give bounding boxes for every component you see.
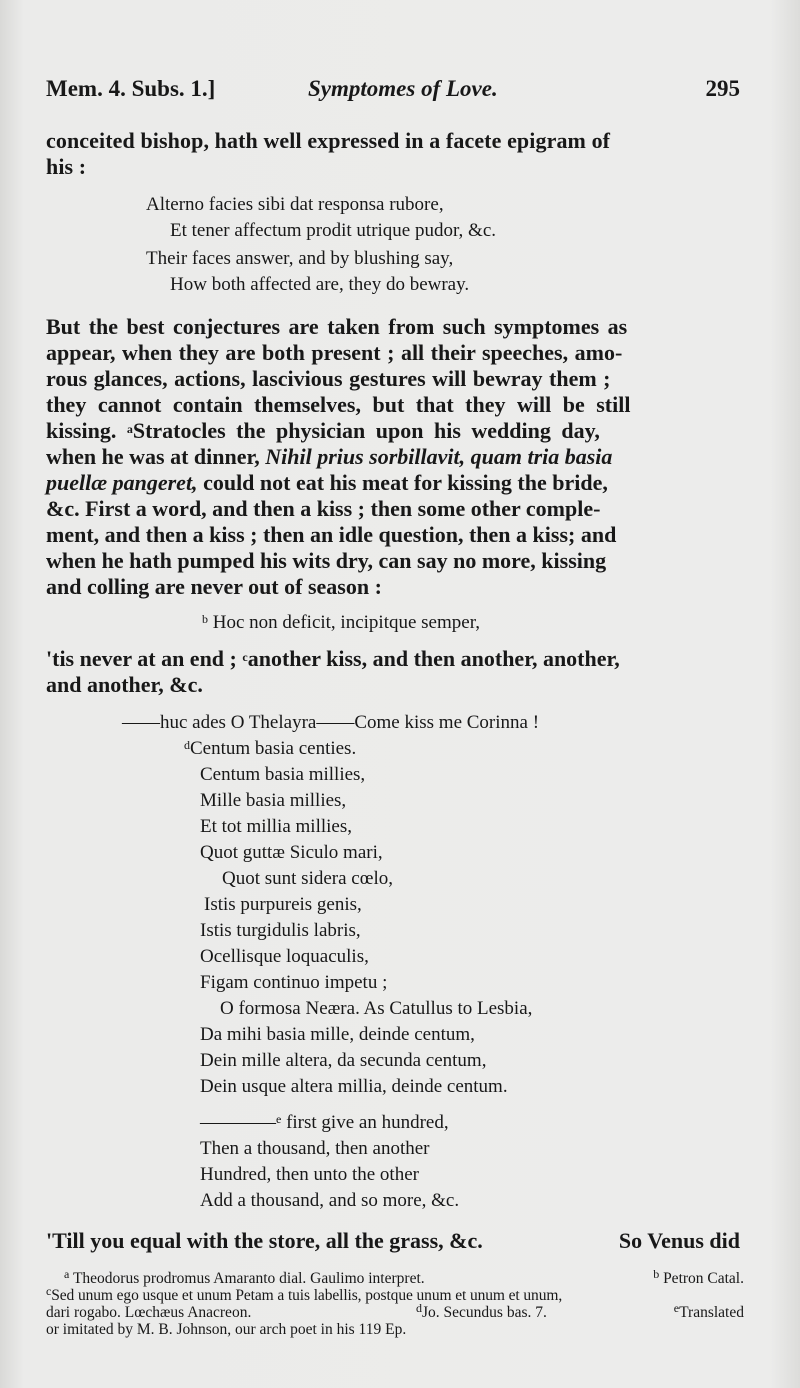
text-fragment: Stratocles the physician upon his wedding day, xyxy=(132,418,600,443)
footnote-c xyxy=(46,1284,563,1304)
text-line xyxy=(46,444,740,470)
verse-line: Hundred, then unto the other xyxy=(200,1164,419,1185)
footnote-row xyxy=(46,1267,746,1287)
footnote-a xyxy=(64,1267,425,1287)
verse-text: first give an hundred, xyxy=(286,1112,449,1133)
verse-intro: ——huc ades O Thelayra——Come kiss me Corinna ! xyxy=(122,712,540,733)
running-title: Symptomes of Love. xyxy=(308,76,498,101)
page-body xyxy=(46,128,740,1254)
text-line: and colling are never out of season : xyxy=(46,574,382,599)
footnote-text: or imitated by M. B. Johnson, our arch poet in his 119 Ep. xyxy=(46,1321,407,1338)
text-fragment: So Venus did xyxy=(618,1228,740,1253)
verse-line: Istis turgidulis labris, xyxy=(200,920,361,941)
verse-line xyxy=(200,1110,740,1136)
footnote-row xyxy=(46,1301,746,1321)
footnote-d xyxy=(416,1301,547,1321)
running-header xyxy=(46,76,740,106)
verse-line: Mille basia millies, xyxy=(200,790,347,811)
text-line: ment, and then a kiss ; then an idle question, then a kiss; and xyxy=(46,522,617,547)
verse-line: How both affected are, they do bewray. xyxy=(170,274,470,295)
text-line xyxy=(46,470,740,496)
verse-line: Add a thousand, and so more, &c. xyxy=(200,1190,460,1211)
paragraph-3 xyxy=(46,646,740,698)
english-kiss-poem xyxy=(46,1110,740,1214)
verse-line: Ocellisque loquaculis, xyxy=(200,946,369,967)
verse-line: Dein mille altera, da secunda centum, xyxy=(200,1050,487,1071)
latin-line-b xyxy=(46,610,740,636)
verse-line: Dein usque altera millia, deinde centum. xyxy=(200,1076,508,1097)
footnote-mark: e xyxy=(673,1301,680,1315)
footnote-mark: d xyxy=(184,738,190,752)
text-line: they cannot contain themselves, but that they will be still xyxy=(46,392,631,417)
verse-line: Et tener affectum prodit utrique pudor, &c. xyxy=(170,220,497,241)
footnote-text: Sed unum ego usque et unum Petam a tuis labellis, postque unum et unum et unum, xyxy=(51,1287,563,1304)
verse-line xyxy=(46,736,740,762)
text-fragment: kissing. xyxy=(46,418,117,443)
footnote-mark: a xyxy=(64,1267,70,1281)
text-line: &c. First a word, and then a kiss ; then some other comple- xyxy=(46,496,601,521)
paragraph-4 xyxy=(46,1228,740,1254)
footnote-mark: e xyxy=(276,1112,282,1126)
kiss-poem xyxy=(46,710,740,1100)
verse-line: Quot guttæ Siculo mari, xyxy=(200,842,383,863)
verse-line: O formosa Neæra. As Catullus to Lesbia, xyxy=(220,998,533,1019)
verse-line: Figam continuo impetu ; xyxy=(200,972,388,993)
text-line: conceited bishop, hath well expressed in a facete epigram of xyxy=(46,128,611,153)
footnote-mark: c xyxy=(242,650,248,664)
footnote-mark: a xyxy=(126,422,133,436)
footnote-e xyxy=(673,1301,744,1321)
english-couplet xyxy=(46,246,740,298)
footnote-row xyxy=(46,1284,746,1304)
text-line: rous glances, actions, lascivious gestures will bewray them ; xyxy=(46,366,611,391)
footnote-mark: b xyxy=(202,612,208,626)
latin-quote: puellæ pangeret, xyxy=(46,470,198,495)
text-fragment: 'tis never at an end ; xyxy=(46,646,237,671)
text-line: and another, &c. xyxy=(46,672,203,697)
section-reference: Mem. 4. Subs. 1.] xyxy=(46,76,216,101)
verse-line: Et tot millia millies, xyxy=(200,816,352,837)
text-line: But the best conjectures are taken from such symptomes as xyxy=(46,314,628,339)
paragraph-2 xyxy=(46,314,740,600)
text-line xyxy=(46,418,740,444)
text-line: his : xyxy=(46,154,87,179)
text-fragment: another kiss, and then another, another, xyxy=(247,646,620,671)
text-fragment: when he was at dinner, xyxy=(46,444,260,469)
paragraph-1 xyxy=(46,128,740,180)
footnote-text: dari rogabo. Lœchæus Anacreon. xyxy=(46,1304,252,1321)
verse-line: Centum basia millies, xyxy=(200,764,366,785)
page-number: 295 xyxy=(705,76,740,101)
verse-line: Alterno facies sibi dat responsa rubore, xyxy=(146,194,444,215)
verse-dash: ———— xyxy=(200,1112,276,1133)
text-fragment: 'Till you equal with the store, all the grass, &c. xyxy=(46,1228,483,1253)
verse-text: Centum basia centies. xyxy=(190,738,357,759)
verse-text: Hoc non deficit, incipitque semper, xyxy=(212,612,481,633)
verse-line: Quot sunt sidera cœlo, xyxy=(222,868,393,889)
footnote-row xyxy=(46,1321,746,1338)
footnote-mark: d xyxy=(416,1301,422,1315)
text-line xyxy=(46,646,740,672)
verse-line: Their faces answer, and by blushing say, xyxy=(146,248,454,269)
footnote-b xyxy=(653,1267,744,1287)
verse-line: Da mihi basia mille, deinde centum, xyxy=(200,1024,475,1045)
footnotes xyxy=(46,1267,746,1338)
footnote-mark: b xyxy=(653,1267,660,1281)
latin-couplet xyxy=(46,192,740,244)
footnote-text: Translated xyxy=(679,1304,744,1321)
text-fragment: could not eat his meat for kissing the bride, xyxy=(203,470,608,495)
verse-line: Istis purpureis genis, xyxy=(204,894,362,915)
footnote-mark: c xyxy=(46,1284,52,1298)
latin-quote: Nihil prius sorbillavit, quam tria basia xyxy=(265,444,613,469)
footnote-text: Jo. Secundus bas. 7. xyxy=(422,1304,547,1321)
text-line: appear, when they are both present ; all their speeches, amo- xyxy=(46,340,623,365)
verse-line xyxy=(202,610,740,636)
text-line: when he hath pumped his wits dry, can say no more, kissing xyxy=(46,548,607,573)
footnote-text: Theodorus prodromus Amaranto dial. Gaulimo interpret. xyxy=(72,1270,425,1287)
footnote-text: Petron Catal. xyxy=(663,1270,744,1287)
verse-line: Then a thousand, then another xyxy=(200,1138,430,1159)
